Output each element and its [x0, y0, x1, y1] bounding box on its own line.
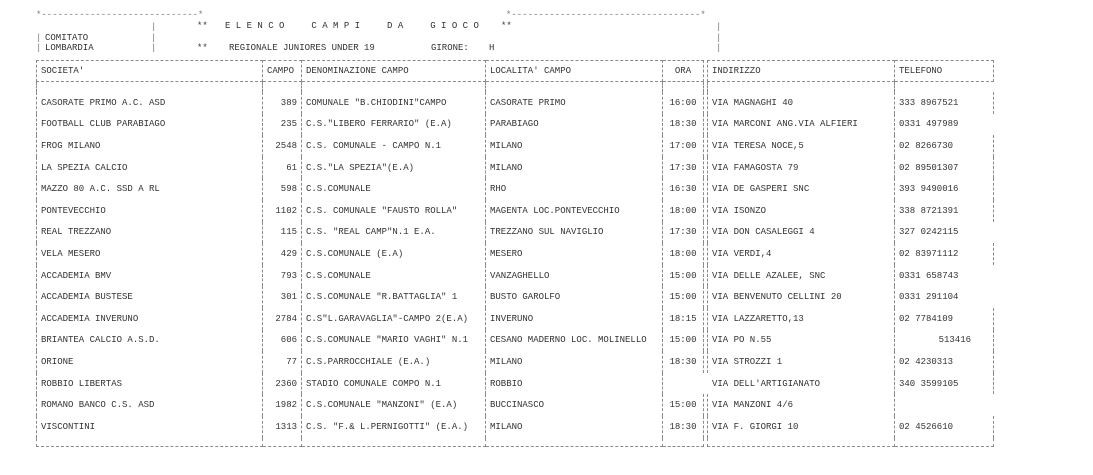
cell-telefono: 393 9490016	[895, 178, 994, 200]
title-end-marker: **	[501, 21, 512, 31]
header-frame-bar-1: |	[151, 22, 157, 32]
table-header-row	[37, 61, 994, 82]
cell-indirizzo: VIA PO N.55	[708, 330, 895, 352]
cell-campo: 1313	[263, 416, 302, 438]
cell-localita: MAGENTA LOC.PONTEVECCHIO	[486, 200, 663, 222]
col-societa-header: SOCIETA'	[37, 61, 263, 82]
cell-campo: 301	[263, 286, 302, 308]
cell-ora: 17:30	[663, 222, 704, 244]
cell-societa: REAL TREZZANO	[37, 222, 263, 244]
cell-societa: MAZZO 80 A.C. SSD A RL	[37, 178, 263, 200]
table-row	[37, 114, 994, 136]
cell-telefono: 327 0242115	[899, 227, 959, 238]
cell-campo: 598	[263, 178, 302, 200]
header-frame-bar-7: |	[36, 33, 42, 43]
table-row	[37, 135, 994, 157]
cell-denominazione: C.S.COMUNALE (E.A)	[302, 243, 486, 265]
cell-ora: 16:30	[663, 178, 704, 200]
cell-societa: ACCADEMIA BMV	[37, 265, 263, 287]
cell-indirizzo: VIA BENVENUTO CELLINI 20	[708, 286, 895, 308]
cell-localita: CESANO MADERNO LOC. MOLINELLO	[486, 330, 663, 352]
committee-label: COMITATO	[45, 33, 89, 43]
cell-campo: 235	[263, 114, 302, 136]
cell-telefono: 0331 658743	[899, 270, 959, 281]
table-row	[37, 373, 994, 395]
table-row	[37, 243, 994, 265]
cell-denominazione: C.S. COMUNALE - CAMPO N.1	[302, 135, 486, 157]
cell-indirizzo: VIA DON CASALEGGI 4	[708, 222, 895, 244]
cell-localita: ROBBIO	[486, 373, 663, 395]
cell-societa: ORIONE	[37, 351, 263, 373]
cell-indirizzo: VIA VERDI,4	[708, 243, 895, 265]
cell-societa: BRIANTEA CALCIO A.S.D.	[37, 330, 263, 352]
header-frame-bar-4: |	[716, 22, 722, 32]
cell-localita: PARABIAGO	[486, 114, 663, 136]
cell-societa: VISCONTINI	[37, 416, 263, 438]
cell-campo: 115	[263, 222, 302, 244]
cell-societa: FROG MILANO	[37, 135, 263, 157]
cell-campo: 793	[263, 265, 302, 287]
cell-denominazione: C.S.COMUNALE "R.BATTAGLIA" 1	[302, 286, 486, 308]
cell-ora: 18:15	[663, 308, 704, 330]
cell-indirizzo: VIA F. GIORGI 10	[708, 416, 895, 438]
cell-localita: TREZZANO SUL NAVIGLIO	[486, 222, 663, 244]
table-row	[37, 200, 994, 222]
col-localita-header: LOCALITA' CAMPO	[486, 61, 663, 82]
header-frame-left: *-----------------------------*	[36, 10, 204, 20]
header-frame-right: *-----------------------------------*	[506, 10, 706, 20]
subtitle-marker: **	[197, 43, 208, 53]
championship-name: REGIONALE JUNIORES UNDER 19	[229, 43, 375, 53]
cell-indirizzo: VIA STROZZI 1	[708, 351, 895, 373]
cell-ora: 15:00	[663, 286, 704, 308]
header-frame-bar-6: |	[716, 43, 722, 53]
cell-ora: 17:30	[663, 157, 704, 179]
cell-ora: 15:00	[663, 330, 704, 352]
col-ora-header: ORA	[663, 61, 704, 82]
cell-indirizzo: VIA MARCONI ANG.VIA ALFIERI	[708, 114, 895, 136]
cell-denominazione: COMUNALE "B.CHIODINI"CAMPO	[302, 92, 486, 114]
cell-localita: BUSTO GAROLFO	[486, 286, 663, 308]
cell-denominazione: C.S."LA SPEZIA"(E.A)	[302, 157, 486, 179]
cell-telefono: 02 89501307	[895, 157, 994, 179]
cell-campo: 61	[263, 157, 302, 179]
cell-ora: 16:00	[663, 92, 704, 114]
cell-denominazione: C.S.COMUNALE "MANZONI" (E.A)	[302, 394, 486, 416]
cell-indirizzo: VIA DELL'ARTIGIANATO	[708, 373, 895, 395]
group-label: GIRONE:	[431, 43, 469, 53]
cell-campo: 1982	[263, 394, 302, 416]
cell-telefono: 340 3599105	[895, 373, 994, 395]
cell-indirizzo: VIA MANZONI 4/6	[708, 394, 895, 416]
cell-localita: VANZAGHELLO	[486, 265, 663, 287]
table-row	[37, 286, 994, 308]
header-frame-bar-3: |	[151, 43, 157, 53]
cell-indirizzo: VIA LAZZARETTO,13	[708, 308, 895, 330]
cell-ora: 18:30	[663, 114, 704, 136]
cell-telefono: 02 8266730	[895, 135, 994, 157]
cell-telefono: 338 8721391	[895, 200, 994, 222]
col-campo-header: CAMPO	[263, 61, 302, 82]
cell-denominazione: C.S. "REAL CAMP"N.1 E.A.	[302, 222, 486, 244]
cell-campo: 606	[263, 330, 302, 352]
cell-denominazione: C.S.COMUNALE	[302, 265, 486, 287]
cell-ora: 17:00	[663, 135, 704, 157]
col-indirizzo-header: INDIRIZZO	[708, 61, 895, 82]
cell-societa: ROMANO BANCO C.S. ASD	[37, 394, 263, 416]
cell-localita: MILANO	[486, 416, 663, 438]
cell-indirizzo: VIA DE GASPERI SNC	[708, 178, 895, 200]
cell-denominazione: C.S.COMUNALE	[302, 178, 486, 200]
cell-ora: 18:30	[663, 416, 704, 438]
cell-campo: 389	[263, 92, 302, 114]
header-frame-bar-8: |	[36, 43, 42, 53]
cell-indirizzo: VIA TERESA NOCE,5	[708, 135, 895, 157]
cell-denominazione: C.S. "F.& L.PERNIGOTTI" (E.A.)	[302, 416, 486, 438]
spacer-row	[37, 82, 994, 93]
title-marker: **	[197, 21, 208, 31]
cell-campo: 77	[263, 351, 302, 373]
cell-denominazione: C.S"L.GARAVAGLIA"-CAMPO 2(E.A)	[302, 308, 486, 330]
cell-telefono: 0331 291104	[899, 292, 959, 303]
cell-indirizzo: VIA ISONZO	[708, 200, 895, 222]
cell-ora: 18:30	[663, 351, 704, 373]
table-row	[37, 394, 994, 416]
cell-telefono: 02 83971112	[895, 243, 994, 265]
table-row	[37, 265, 994, 287]
col-denominazione-header: DENOMINAZIONE CAMPO	[302, 61, 486, 82]
table-row	[37, 222, 994, 244]
table-row	[37, 330, 994, 352]
cell-indirizzo: VIA FAMAGOSTA 79	[708, 157, 895, 179]
cell-localita: MILANO	[486, 351, 663, 373]
cell-societa: ACCADEMIA INVERUNO	[37, 308, 263, 330]
cell-ora: 15:00	[663, 265, 704, 287]
cell-campo: 1102	[263, 200, 302, 222]
table-row	[37, 416, 994, 438]
cell-ora: 18:00	[663, 243, 704, 265]
cell-ora: 18:00	[663, 200, 704, 222]
cell-telefono: 02 4526610	[895, 416, 994, 438]
header-frame-bar-2: |	[151, 33, 157, 43]
cell-telefono: 513416	[895, 330, 994, 352]
table-row	[37, 157, 994, 179]
cell-localita: MESERO	[486, 243, 663, 265]
cell-ora	[663, 373, 704, 395]
cell-telefono: 02 4230313	[895, 351, 994, 373]
cell-localita: INVERUNO	[486, 308, 663, 330]
cell-localita: MILANO	[486, 135, 663, 157]
cell-denominazione: C.S. COMUNALE "FAUSTO ROLLA"	[302, 200, 486, 222]
group-value: H	[489, 43, 495, 53]
cell-indirizzo: VIA DELLE AZALEE, SNC	[708, 265, 895, 287]
cell-campo: 2548	[263, 135, 302, 157]
table-row	[37, 178, 994, 200]
fields-table	[36, 60, 994, 447]
cell-telefono: 333 8967521	[895, 92, 994, 114]
cell-denominazione: STADIO COMUNALE COMPO N.1	[302, 373, 486, 395]
cell-societa: VELA MESERO	[37, 243, 263, 265]
table-row	[37, 308, 994, 330]
cell-telefono	[895, 394, 994, 416]
cell-campo: 2360	[263, 373, 302, 395]
cell-localita: MILANO	[486, 157, 663, 179]
col-telefono-header: TELEFONO	[895, 61, 994, 82]
cell-societa: FOOTBALL CLUB PARABIAGO	[37, 114, 263, 136]
cell-societa: PONTEVECCHIO	[37, 200, 263, 222]
cell-localita: CASORATE PRIMO	[486, 92, 663, 114]
cell-societa: CASORATE PRIMO A.C. ASD	[37, 92, 263, 114]
cell-societa: ROBBIO LIBERTAS	[37, 373, 263, 395]
cell-telefono: 0331 497989	[899, 119, 959, 130]
header-frame-bar-5: |	[716, 33, 722, 43]
cell-campo: 429	[263, 243, 302, 265]
cell-campo: 2784	[263, 308, 302, 330]
cell-localita: RHO	[486, 178, 663, 200]
cell-localita: BUCCINASCO	[486, 394, 663, 416]
cell-denominazione: C.S."LIBERO FERRARIO" (E.A)	[302, 114, 486, 136]
table-row	[37, 92, 994, 114]
cell-societa: LA SPEZIA CALCIO	[37, 157, 263, 179]
closing-rule-row	[37, 438, 994, 447]
document-title: E L E N C O C A M P I D A G I O C O	[225, 21, 479, 31]
cell-societa: ACCADEMIA BUSTESE	[37, 286, 263, 308]
cell-ora: 15:00	[663, 394, 704, 416]
region-name: LOMBARDIA	[45, 43, 94, 53]
cell-denominazione: C.S.COMUNALE "MARIO VAGHI" N.1	[302, 330, 486, 352]
cell-denominazione: C.S.PARROCCHIALE (E.A.)	[302, 351, 486, 373]
table-row	[37, 351, 994, 373]
cell-telefono: 02 7784109	[895, 308, 994, 330]
cell-indirizzo: VIA MAGNAGHI 40	[708, 92, 895, 114]
